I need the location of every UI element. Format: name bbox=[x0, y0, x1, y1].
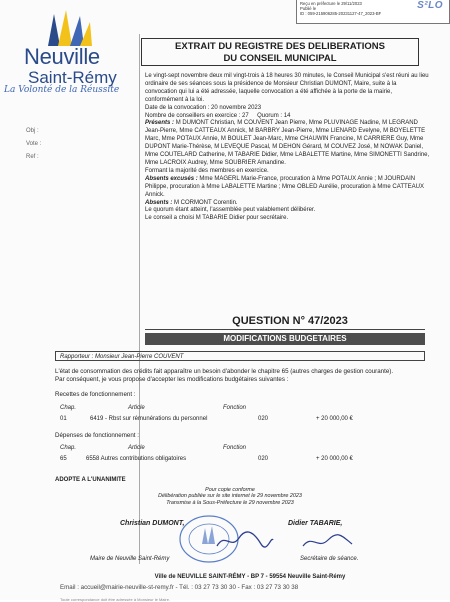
footer-address: Ville de NEUVILLE SAINT-RÉMY - BP 7 - 59554 Neuville Saint-Rémy bbox=[154, 574, 346, 580]
presents-label: Présents : bbox=[145, 120, 175, 127]
s2lo-stamp: S²LO bbox=[417, 0, 443, 11]
question-underline bbox=[145, 329, 425, 330]
cell-article: 6419 - Rbst sur rémunérations du personnel bbox=[90, 416, 208, 422]
subject-banner: MODIFICATIONS BUDGETAIRES bbox=[145, 333, 425, 345]
title-line1: EXTRAIT DU REGISTRE DES DELIBERATIONS bbox=[175, 41, 385, 52]
header-fonction: Fonction bbox=[223, 405, 247, 411]
side-note: Obj : bbox=[26, 128, 39, 134]
excuses-paragraph bbox=[145, 176, 430, 200]
absents-label: Absents : bbox=[145, 199, 173, 206]
logo-rays-icon bbox=[44, 8, 94, 48]
deliberation-body bbox=[145, 73, 430, 223]
conseillers-count bbox=[145, 113, 430, 121]
cell-chap: 65 bbox=[60, 456, 67, 462]
footer-contact: Email : accueil@mairie-neuville-st-remy.fr - Tél. : 03 27 73 30 30 - Fax : 03 27 73 30 38 bbox=[60, 584, 299, 591]
expose bbox=[55, 368, 425, 384]
document-title bbox=[141, 38, 419, 66]
signer-mayor: Christian DUMONT, bbox=[120, 520, 185, 527]
receipt-line: Publié le bbox=[300, 6, 317, 12]
majorite-text: Formant la majorité des membres en exercice. bbox=[145, 167, 269, 174]
mayor-role: Maire de Neuville Saint-Rémy bbox=[90, 556, 170, 562]
expose-line2: Par conséquent, je vous propose d'accepter les modifications budgétaires suivantes : bbox=[55, 376, 289, 383]
divider bbox=[139, 34, 140, 564]
adoption-status: ADOPTE A L'UNANIMITE bbox=[55, 477, 126, 483]
header-article: Article bbox=[128, 445, 145, 451]
copy-line2: Transmise à la Sous-Préfecture le 29 novembre 2023 bbox=[166, 499, 294, 506]
intro-paragraph: Le vingt-sept novembre deux mil vingt-trois à 18 heures 30 minutes, le Conseil Municipal s'est réuni au lieu ordinaire de ses séances sous la présidence de Monsieur Christian DUMONT, Maire, suite à la convocation qui lui a été adressée, laquelle convocation a été affichée à la porte de la mairie, conformément à la loi. bbox=[145, 73, 429, 103]
question-number: QUESTION N° 47/2023 bbox=[232, 315, 348, 327]
rapporteur-box: Rapporteur : Monsieur Jean-Pierre COUVENT bbox=[55, 351, 425, 361]
side-note: Vote : bbox=[26, 141, 42, 147]
conseillers-text: Nombre de conseillers en exercice : 27 bbox=[145, 112, 249, 119]
copy-line1: Délibération publiée sur le site internet le 29 novembre 2023 bbox=[158, 493, 302, 500]
excuses-list: Mme MAGERL Marie-France, procuration à Mme POTAUX Annie ; M JOURDAIN Philippe, procuration à Mme LABALETTE Martine ; Mme OBLED Aurélie, procuration à Mme CATTEAUX Annick. bbox=[145, 175, 424, 198]
logo-text-line1: Neuville bbox=[24, 44, 100, 69]
logo-text-line2: Saint-Rémy bbox=[28, 68, 117, 87]
cell-article: 6558 Autres contributions obligatoires bbox=[86, 456, 187, 462]
convocation-date: Date de la convocation : 20 novembre 2023 bbox=[145, 104, 262, 111]
header-chap: Chap. bbox=[60, 445, 77, 451]
absents-paragraph bbox=[145, 200, 430, 208]
excuses-label: Absents excusés : bbox=[145, 175, 198, 182]
quorum-atteint: Le quorum étant atteint, l'assemblée peut valablement délibérer. bbox=[145, 207, 316, 214]
presents-paragraph bbox=[145, 120, 430, 167]
copy-label: Pour copie conforme bbox=[205, 487, 255, 493]
logo-slogan: La Volonté de la Réussite bbox=[4, 85, 120, 95]
title-line2: DU CONSEIL MUNICIPAL bbox=[223, 53, 337, 64]
cell-chap: 01 bbox=[60, 416, 67, 422]
prefecture-receipt bbox=[296, 0, 450, 24]
depenses-label: Dépenses de fonctionnement : bbox=[55, 432, 139, 439]
quorum-text: Quorum : 14 bbox=[257, 112, 291, 119]
receipt-line: ID : 059-215906285-20231127-47_2023-BF bbox=[300, 11, 382, 17]
cell-fonction: 020 bbox=[258, 416, 269, 422]
absents-list: M CORMONT Corentin. bbox=[174, 199, 238, 206]
footer-note: Toute correspondance doit être adressée à Monsieur le Maire. bbox=[60, 597, 171, 602]
presents-list: M DUMONT Christian, M COUVENT Jean Pierre, Mme PLUVINAGE Nadine, M LEGRAND Jean-Pierre, Mme CATTEAUX Annick, M BARBRY Jean-Pierre, Mme LIENARD Evelyne, M BOYELETTE Marc, Mme POTAUX Annie, M BOULET Jean-Marc, Mme CHAUWIN Francine, M CARRIERE Guy, Mme DUPONT Marie-Thérèse, M LEVEQUE Pascal, M DEHON Gérard, M COUVEZ José, M NOWAK Daniel, Mme COUTELARD Catherine, M TABARIE Didier, Mme LABALETTE Martine, Mme SIMONETTI Sandrine, Mme LACROIX Audrey, Mme SOUBRIER Amandine. bbox=[145, 120, 430, 166]
recettes-label: Recettes de fonctionnement : bbox=[55, 391, 136, 398]
recettes-table bbox=[58, 405, 418, 427]
cell-montant: + 20 000,00 € bbox=[316, 456, 353, 462]
mayor-signature-icon bbox=[215, 528, 275, 553]
depenses-table bbox=[58, 445, 418, 467]
receipt-line: Reçu en préfecture le 29/11/2023 bbox=[300, 1, 362, 6]
signer-secretary: Didier TABARIE, bbox=[288, 520, 343, 527]
header-chap: Chap. bbox=[60, 405, 77, 411]
cell-montant: + 20 000,00 € bbox=[316, 416, 353, 422]
secretaire-text: Le conseil a choisi M TABARIE Didier pour secrétaire. bbox=[145, 215, 289, 222]
cell-fonction: 020 bbox=[258, 456, 269, 462]
secretary-role: Secrétaire de séance. bbox=[300, 556, 359, 562]
expose-line1: L'état de consommation des crédits fait apparaître un besoin d'abonder le chapitre 65 (autres charges de gestion courante). bbox=[55, 368, 394, 375]
secretary-signature-icon bbox=[300, 532, 355, 552]
header-article: Article bbox=[128, 405, 145, 411]
side-note: Ref : bbox=[26, 154, 39, 160]
side-notes bbox=[26, 125, 41, 164]
copie-conforme bbox=[140, 487, 320, 506]
header-fonction: Fonction bbox=[223, 445, 247, 451]
